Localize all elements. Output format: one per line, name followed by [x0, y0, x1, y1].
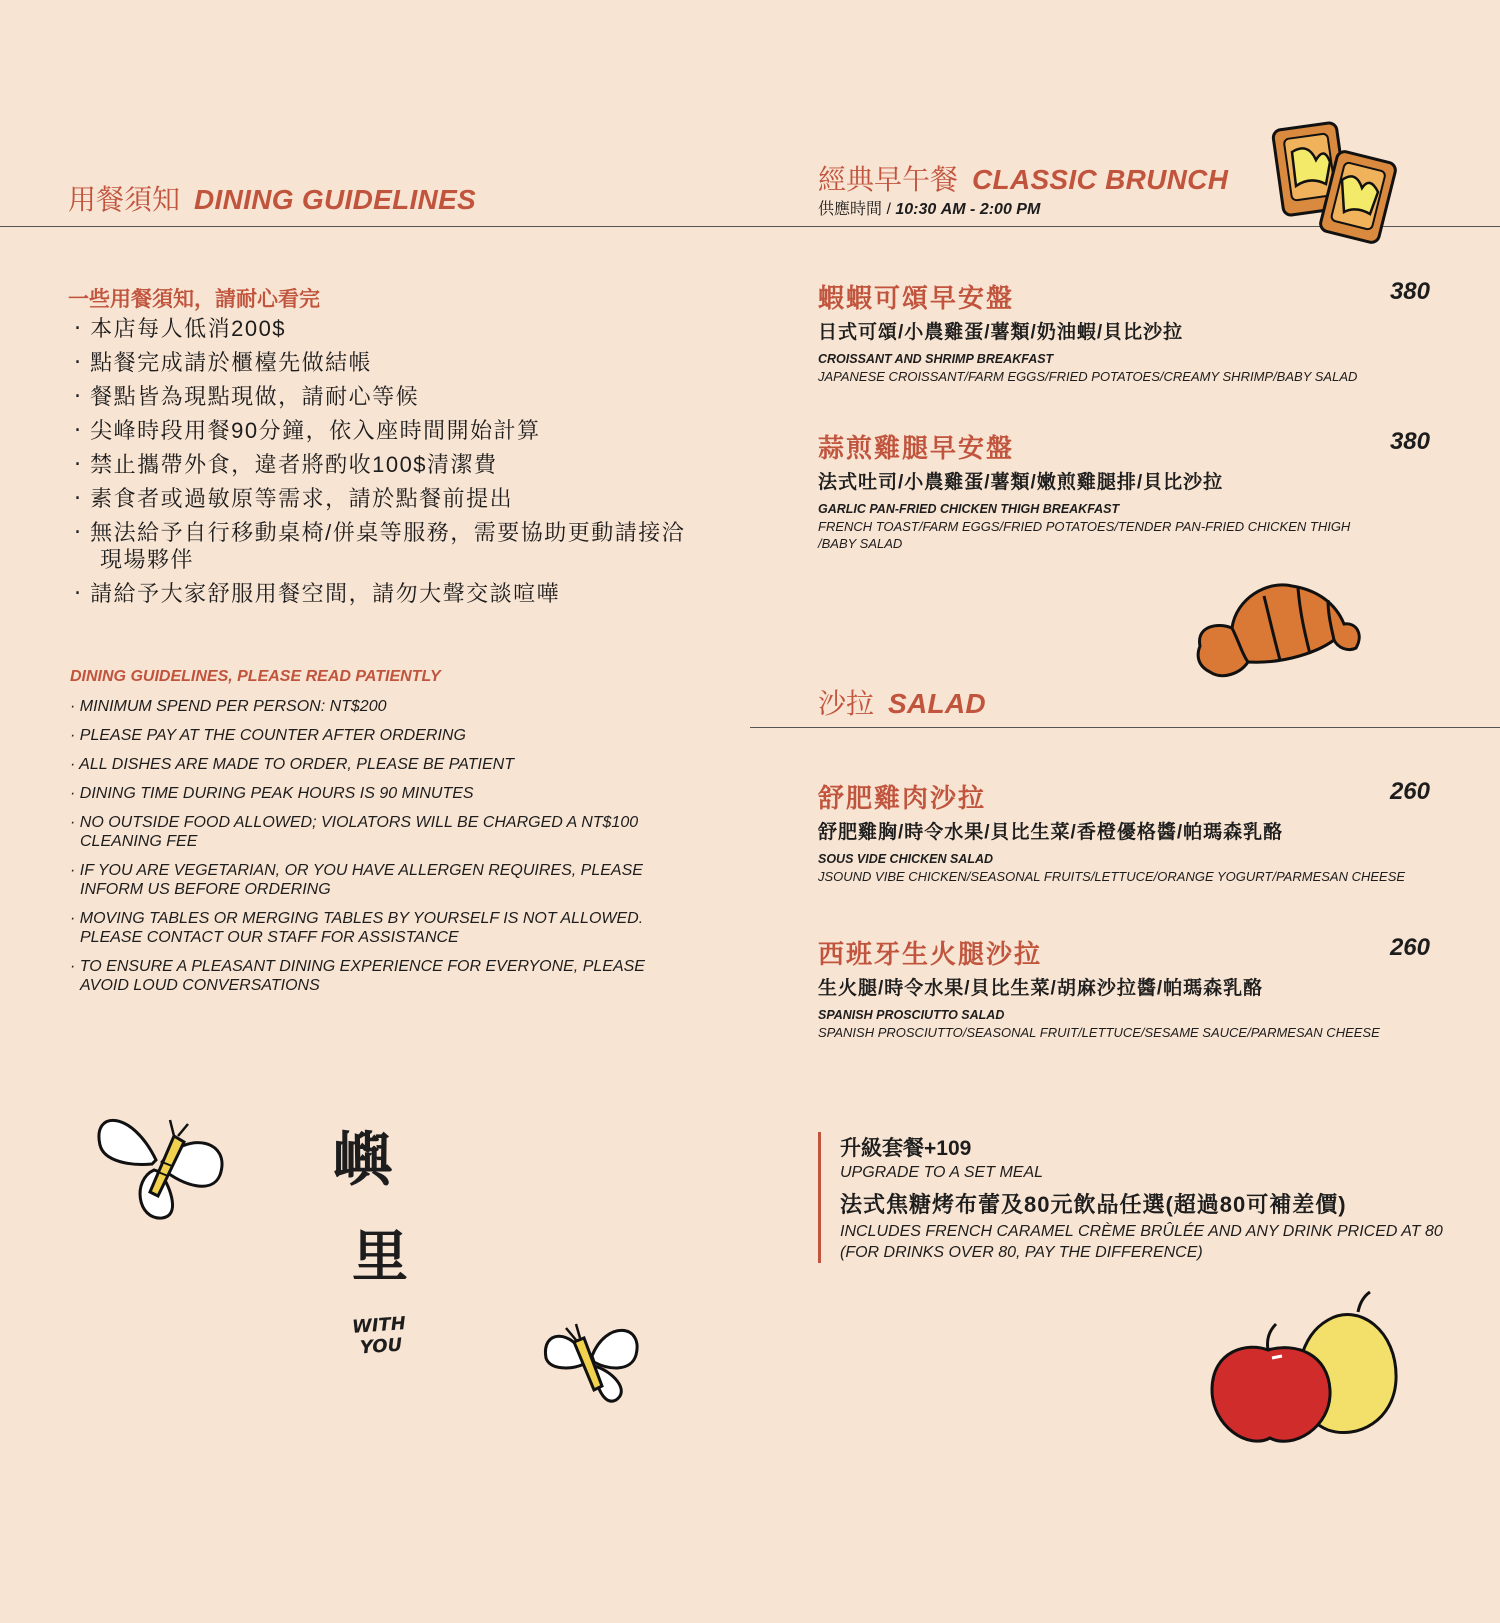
item-price: 260 — [1389, 934, 1430, 961]
guidelines-zh-heading: 一些用餐須知，請耐心看完 — [68, 288, 320, 311]
item-desc-en: JSOUND VIBE CHICKEN/SEASONAL FRUITS/LETTUCE/ORANGE YOGURT/PARMESAN CHEESE — [818, 869, 1406, 884]
divider-left — [0, 226, 750, 227]
salad-title — [818, 682, 986, 722]
list-item: · DINING TIME DURING PEAK HOURS IS 90 MINUTES — [70, 785, 474, 802]
item-name-zh: 蒜煎雞腿早安盤 — [818, 433, 1015, 463]
brunch-title-en: CLASSIC BRUNCH — [972, 164, 1229, 195]
list-item: ‧ 禁止攜帶外食，違者將酌收100$清潔費 — [74, 452, 498, 477]
logo-bottom: 里 — [352, 1225, 408, 1290]
upgrade-title-zh: 升級套餐+109 — [840, 1137, 972, 1160]
item-price: 380 — [1389, 428, 1430, 455]
list-item: ‧ 餐點皆為現點現做，請耐心等候 — [74, 384, 420, 409]
item-name-zh: 蝦蝦可頌早安盤 — [818, 283, 1015, 313]
toast-icon — [1270, 112, 1400, 252]
menu-item — [818, 778, 1430, 885]
list-item: ‧ 無法給予自行移動桌椅/併桌等服務，需要協助更動請接洽現場夥伴 — [74, 520, 686, 572]
item-ingredients: 生火腿/時令水果/貝比生菜/胡麻沙拉醬/帕瑪森乳酪 — [818, 978, 1264, 999]
menu-item — [818, 278, 1430, 385]
logo-top: 嶼 — [333, 1125, 393, 1195]
item-name-en: SOUS VIDE CHICKEN SALAD — [818, 852, 994, 866]
item-desc-en: FRENCH TOAST/FARM EGGS/FRIED POTATOES/TENDER PAN-FRIED CHICKEN THIGH /BABY SALAD — [818, 519, 1351, 551]
item-ingredients: 舒肥雞胸/時令水果/貝比生菜/香橙優格醬/帕瑪森乳酪 — [818, 822, 1284, 843]
item-desc-en: JAPANESE CROISSANT/FARM EGGS/FRIED POTATOES/CREAMY SHRIMP/BABY SALAD — [818, 369, 1358, 384]
list-item: · NO OUTSIDE FOOD ALLOWED; VIOLATORS WILL BE CHARGED A NT$100 CLEANING FEE — [70, 814, 639, 850]
guidelines-title-en: DINING GUIDELINES — [194, 184, 477, 215]
list-item: · MINIMUM SPEND PER PERSON: NT$200 — [70, 698, 387, 715]
upgrade-title-en: UPGRADE TO A SET MEAL — [840, 1164, 1044, 1181]
brunch-hours-label: 供應時間 / — [818, 201, 896, 218]
list-item: · TO ENSURE A PLEASANT DINING EXPERIENCE FOR EVERYONE, PLEASE AVOID LOUD CONVERSATIONS — [70, 958, 645, 994]
fruit-icon — [1208, 1290, 1408, 1450]
list-item: ‧ 本店每人低消200$ — [74, 316, 287, 341]
brunch-hours-value: 10:30 AM - 2:00 PM — [895, 201, 1041, 218]
item-ingredients: 日式可頌/小農雞蛋/薯類/奶油蝦/貝比沙拉 — [818, 322, 1184, 343]
item-name-en: GARLIC PAN-FRIED CHICKEN THIGH BREAKFAST — [818, 502, 1120, 516]
list-item: ‧ 素食者或過敏原等需求，請於點餐前提出 — [74, 486, 514, 511]
item-price: 380 — [1389, 278, 1430, 305]
butterfly-icon — [536, 1310, 646, 1410]
guidelines-title-zh: 用餐須知 — [68, 184, 181, 215]
list-item: · ALL DISHES ARE MADE TO ORDER, PLEASE BE PATIENT — [70, 756, 514, 773]
list-item: · PLEASE PAY AT THE COUNTER AFTER ORDERING — [70, 727, 466, 744]
guidelines-title — [68, 178, 476, 218]
guidelines-zh-list — [74, 315, 694, 614]
item-name-en: CROISSANT AND SHRIMP BREAKFAST — [818, 352, 1054, 366]
list-item: · IF YOU ARE VEGETARIAN, OR YOU HAVE ALLERGEN REQUIRES, PLEASE INFORM US BEFORE ORDERING — [70, 862, 643, 898]
upgrade-set-meal — [818, 1132, 1460, 1263]
item-name-zh: 西班牙生火腿沙拉 — [818, 939, 1043, 969]
item-name-zh: 舒肥雞肉沙拉 — [818, 783, 987, 813]
upgrade-includes-en: INCLUDES FRENCH CARAMEL CRÈME BRÛLÉE AND ANY DRINK PRICED AT 80 (FOR DRINKS OVER 80, PAY THE DIFFERENCE) — [840, 1223, 1443, 1261]
divider-right-salad — [750, 727, 1500, 728]
list-item: ‧ 點餐完成請於櫃檯先做結帳 — [74, 350, 373, 375]
item-price: 260 — [1389, 778, 1430, 805]
list-item: · MOVING TABLES OR MERGING TABLES BY YOURSELF IS NOT ALLOWED. PLEASE CONTACT OUR STAFF FOR ASSISTANCE — [70, 910, 644, 946]
menu-item — [818, 428, 1430, 552]
item-name-en: SPANISH PROSCIUTTO SALAD — [818, 1008, 1005, 1022]
brunch-title — [818, 158, 1228, 198]
upgrade-includes-zh: 法式焦糖烤布蕾及80元飲品任選(超過80可補差價) — [840, 1192, 1347, 1217]
guidelines-en-heading: DINING GUIDELINES, PLEASE READ PATIENTLY — [70, 668, 441, 685]
menu-item — [818, 934, 1430, 1041]
list-item: ‧ 尖峰時段用餐90分鐘，依入座時間開始計算 — [74, 418, 541, 443]
brunch-hours — [818, 196, 1040, 219]
guidelines-en-list — [70, 697, 680, 1005]
salad-title-zh: 沙拉 — [818, 688, 875, 719]
salad-title-en: SALAD — [888, 688, 986, 719]
item-desc-en: SPANISH PROSCIUTTO/SEASONAL FRUIT/LETTUCE/SESAME SAUCE/PARMESAN CHEESE — [818, 1025, 1380, 1040]
logo-tagline-1: WITH — [351, 1313, 407, 1338]
item-ingredients: 法式吐司/小農雞蛋/薯類/嫩煎雞腿排/貝比沙拉 — [818, 472, 1224, 493]
brunch-title-zh: 經典早午餐 — [818, 164, 959, 195]
logo-tagline-2: YOU — [359, 1334, 403, 1359]
croissant-icon — [1188, 568, 1368, 688]
list-item: ‧ 請給予大家舒服用餐空間，請勿大聲交談喧嘩 — [74, 581, 561, 606]
butterfly-icon — [92, 1100, 232, 1230]
